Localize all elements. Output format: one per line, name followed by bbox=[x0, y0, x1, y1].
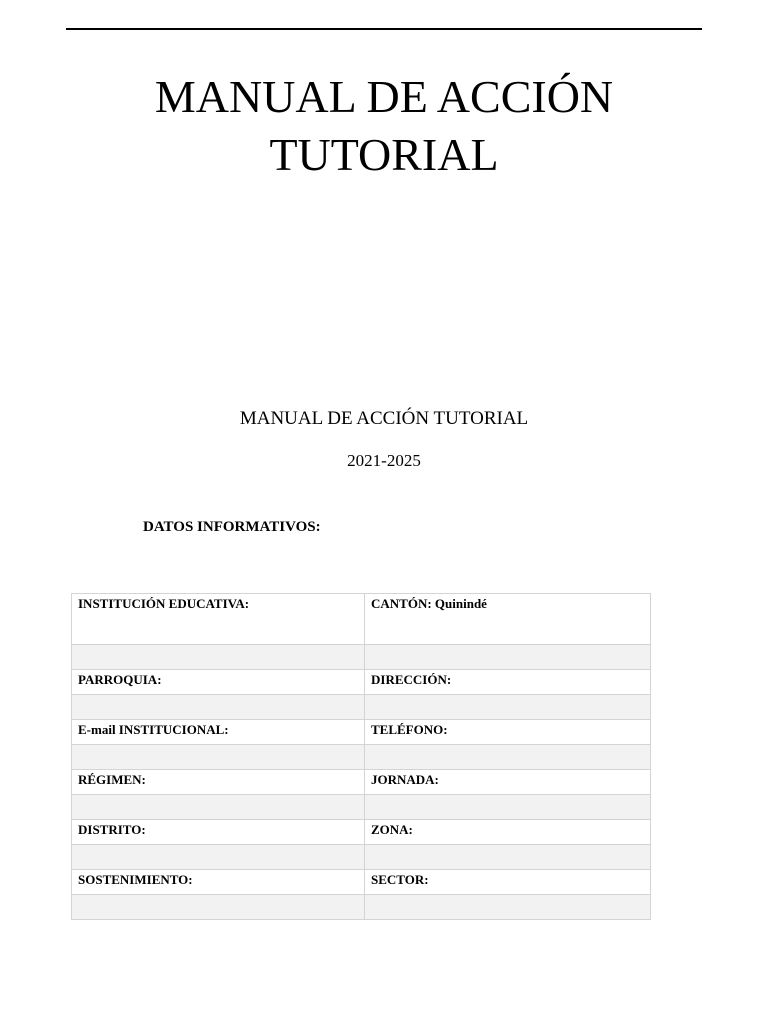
field-distrito-value bbox=[72, 845, 365, 870]
section-heading: DATOS INFORMATIVOS: bbox=[143, 519, 321, 535]
table-row-blank bbox=[72, 695, 651, 720]
table-row bbox=[72, 720, 651, 745]
field-zona-label: ZONA: bbox=[365, 820, 651, 845]
field-canton-value bbox=[365, 645, 651, 670]
table-row bbox=[72, 820, 651, 845]
field-email-label: E-mail INSTITUCIONAL: bbox=[72, 720, 365, 745]
field-jornada-value bbox=[365, 795, 651, 820]
table-row-blank bbox=[72, 645, 651, 670]
field-jornada-label: JORNADA: bbox=[365, 770, 651, 795]
field-sector-label: SECTOR: bbox=[365, 870, 651, 895]
field-sostenimiento-label: SOSTENIMIENTO: bbox=[72, 870, 365, 895]
table-row-blank bbox=[72, 795, 651, 820]
field-email-value bbox=[72, 745, 365, 770]
table-row bbox=[72, 670, 651, 695]
table-row-blank bbox=[72, 845, 651, 870]
field-regimen-value bbox=[72, 795, 365, 820]
field-institucion-value bbox=[72, 645, 365, 670]
table-row bbox=[72, 594, 651, 645]
field-direccion-value bbox=[365, 695, 651, 720]
table-row bbox=[72, 870, 651, 895]
field-sector-value bbox=[365, 895, 651, 920]
document-title-line-1: MANUAL DE ACCIÓN bbox=[154, 71, 614, 122]
field-zona-value bbox=[365, 845, 651, 870]
table-row-blank bbox=[72, 745, 651, 770]
document-title-line-2: TUTORIAL bbox=[269, 129, 499, 180]
field-parroquia-label: PARROQUIA: bbox=[72, 670, 365, 695]
field-direccion-label: DIRECCIÓN: bbox=[365, 670, 651, 695]
document-title bbox=[0, 68, 768, 184]
field-institucion-label: INSTITUCIÓN EDUCATIVA: bbox=[72, 594, 365, 645]
header-rule bbox=[66, 28, 702, 30]
field-regimen-label: RÉGIMEN: bbox=[72, 770, 365, 795]
document-subtitle: MANUAL DE ACCIÓN TUTORIAL bbox=[239, 408, 529, 429]
document-years: 2021-2025 bbox=[347, 451, 421, 470]
field-telefono-value bbox=[365, 745, 651, 770]
field-parroquia-value bbox=[72, 695, 365, 720]
field-canton-label: CANTÓN: Quinindé bbox=[365, 594, 651, 645]
info-table bbox=[71, 593, 651, 920]
table-row-blank bbox=[72, 895, 651, 920]
field-distrito-label: DISTRITO: bbox=[72, 820, 365, 845]
table-row bbox=[72, 770, 651, 795]
field-sostenimiento-value bbox=[72, 895, 365, 920]
field-telefono-label: TELÉFONO: bbox=[365, 720, 651, 745]
